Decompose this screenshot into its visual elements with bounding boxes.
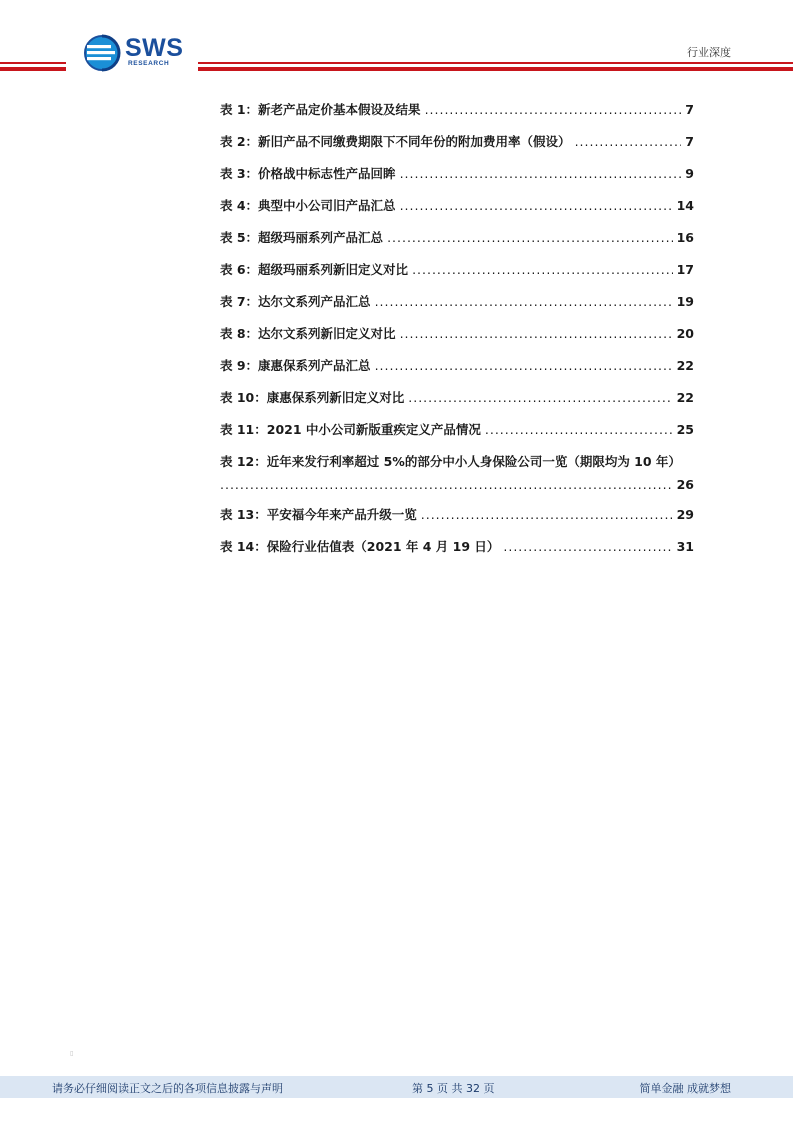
toc-leader-dots [485,422,673,437]
toc-entry-label: 表 4：典型中小公司旧产品汇总 [220,198,396,213]
footer-disclaimer: 请务必仔细阅读正文之后的各项信息披露与声明 [52,1082,283,1095]
footer-slogan: 简单金融 成就梦想 [639,1082,731,1095]
toc-entry-label: 表 1：新老产品定价基本假设及结果 [220,102,421,117]
toc-entry-page: 7 [685,134,694,149]
toc-entry[interactable] [220,260,694,292]
toc-entry[interactable] [220,100,694,132]
toc-leader-dots [412,262,673,277]
toc-leader-dots [400,326,673,341]
toc-entry-page: 14 [676,198,694,213]
toc-leader-dots [375,294,673,309]
toc-entry-page: 9 [685,166,694,181]
toc-entry-label: 表 7：达尔文系列产品汇总 [220,294,371,309]
toc-entry-page: 29 [676,507,694,522]
header-rule [0,62,66,64]
toc-leader-dots [421,507,673,522]
report-category: 行业深度 [687,46,731,59]
toc-entry[interactable] [220,228,694,260]
toc-entry-label: 表 3：价格战中标志性产品回眸 [220,166,396,181]
toc-entry-page: 17 [676,262,694,277]
header-rule [198,67,793,71]
toc-entry[interactable] [220,420,694,452]
toc-entry-label: 表 5：超级玛丽系列产品汇总 [220,230,384,245]
toc-entry[interactable] [220,388,694,420]
sws-globe-icon [83,34,121,72]
toc-entry[interactable] [220,452,694,505]
toc-leader-dots [408,390,672,405]
page-footer [0,1076,793,1098]
logo-subtitle: RESEARCH [128,60,170,67]
toc-entry-page: 19 [676,294,694,309]
toc-entry-page: 31 [676,539,694,554]
toc-leader-dots [400,198,673,213]
toc-entry[interactable] [220,324,694,356]
toc-entry-page: 22 [676,390,694,405]
footer-page-number: 第 5 页 共 32 页 [412,1082,495,1095]
toc-entry-page: 26 [676,477,694,492]
table-of-tables [220,100,694,569]
toc-leader-dots [575,134,682,149]
toc-leader-dots [220,477,673,492]
toc-entry-label: 表 2：新旧产品不同缴费期限下不同年份的附加费用率（假设） [220,134,571,149]
toc-leader-dots [387,230,673,245]
toc-entry-label: 表 12：近年来发行利率超过 5%的部分中小人身保险公司一览（期限均为 10 年） [220,454,681,469]
toc-leader-dots [400,166,682,181]
toc-leader-dots [503,539,672,554]
toc-entry[interactable] [220,196,694,228]
header-rule [198,62,793,64]
toc-leader-dots [375,358,673,373]
toc-entry[interactable] [220,292,694,324]
toc-entry-label: 表 6：超级玛丽系列新旧定义对比 [220,262,409,277]
page-header [0,0,793,80]
toc-entry-page: 25 [676,422,694,437]
header-rule [0,67,66,71]
logo-wordmark: SWS [125,34,184,62]
toc-entry-label: 表 10：康惠保系列新旧定义对比 [220,390,405,405]
toc-entry-label: 表 9：康惠保系列产品汇总 [220,358,371,373]
toc-entry-page: 22 [676,358,694,373]
footer-mark: ▯ [70,1050,74,1057]
toc-entry-label: 表 8：达尔文系列新旧定义对比 [220,326,396,341]
toc-entry[interactable] [220,505,694,537]
toc-entry[interactable] [220,356,694,388]
toc-entry-label: 表 13：平安福今年来产品升级一览 [220,507,417,522]
toc-entry[interactable] [220,164,694,196]
toc-entry-page: 20 [676,326,694,341]
toc-entry-page: 7 [685,102,694,117]
toc-leader-dots [425,102,682,117]
toc-entry-label: 表 14：保险行业估值表（2021 年 4 月 19 日） [220,539,500,554]
toc-entry[interactable] [220,132,694,164]
toc-entry-label: 表 11：2021 中小公司新版重疾定义产品情况 [220,422,481,437]
sws-logo [83,34,193,72]
toc-entry-page: 16 [676,230,694,245]
toc-entry[interactable] [220,537,694,569]
